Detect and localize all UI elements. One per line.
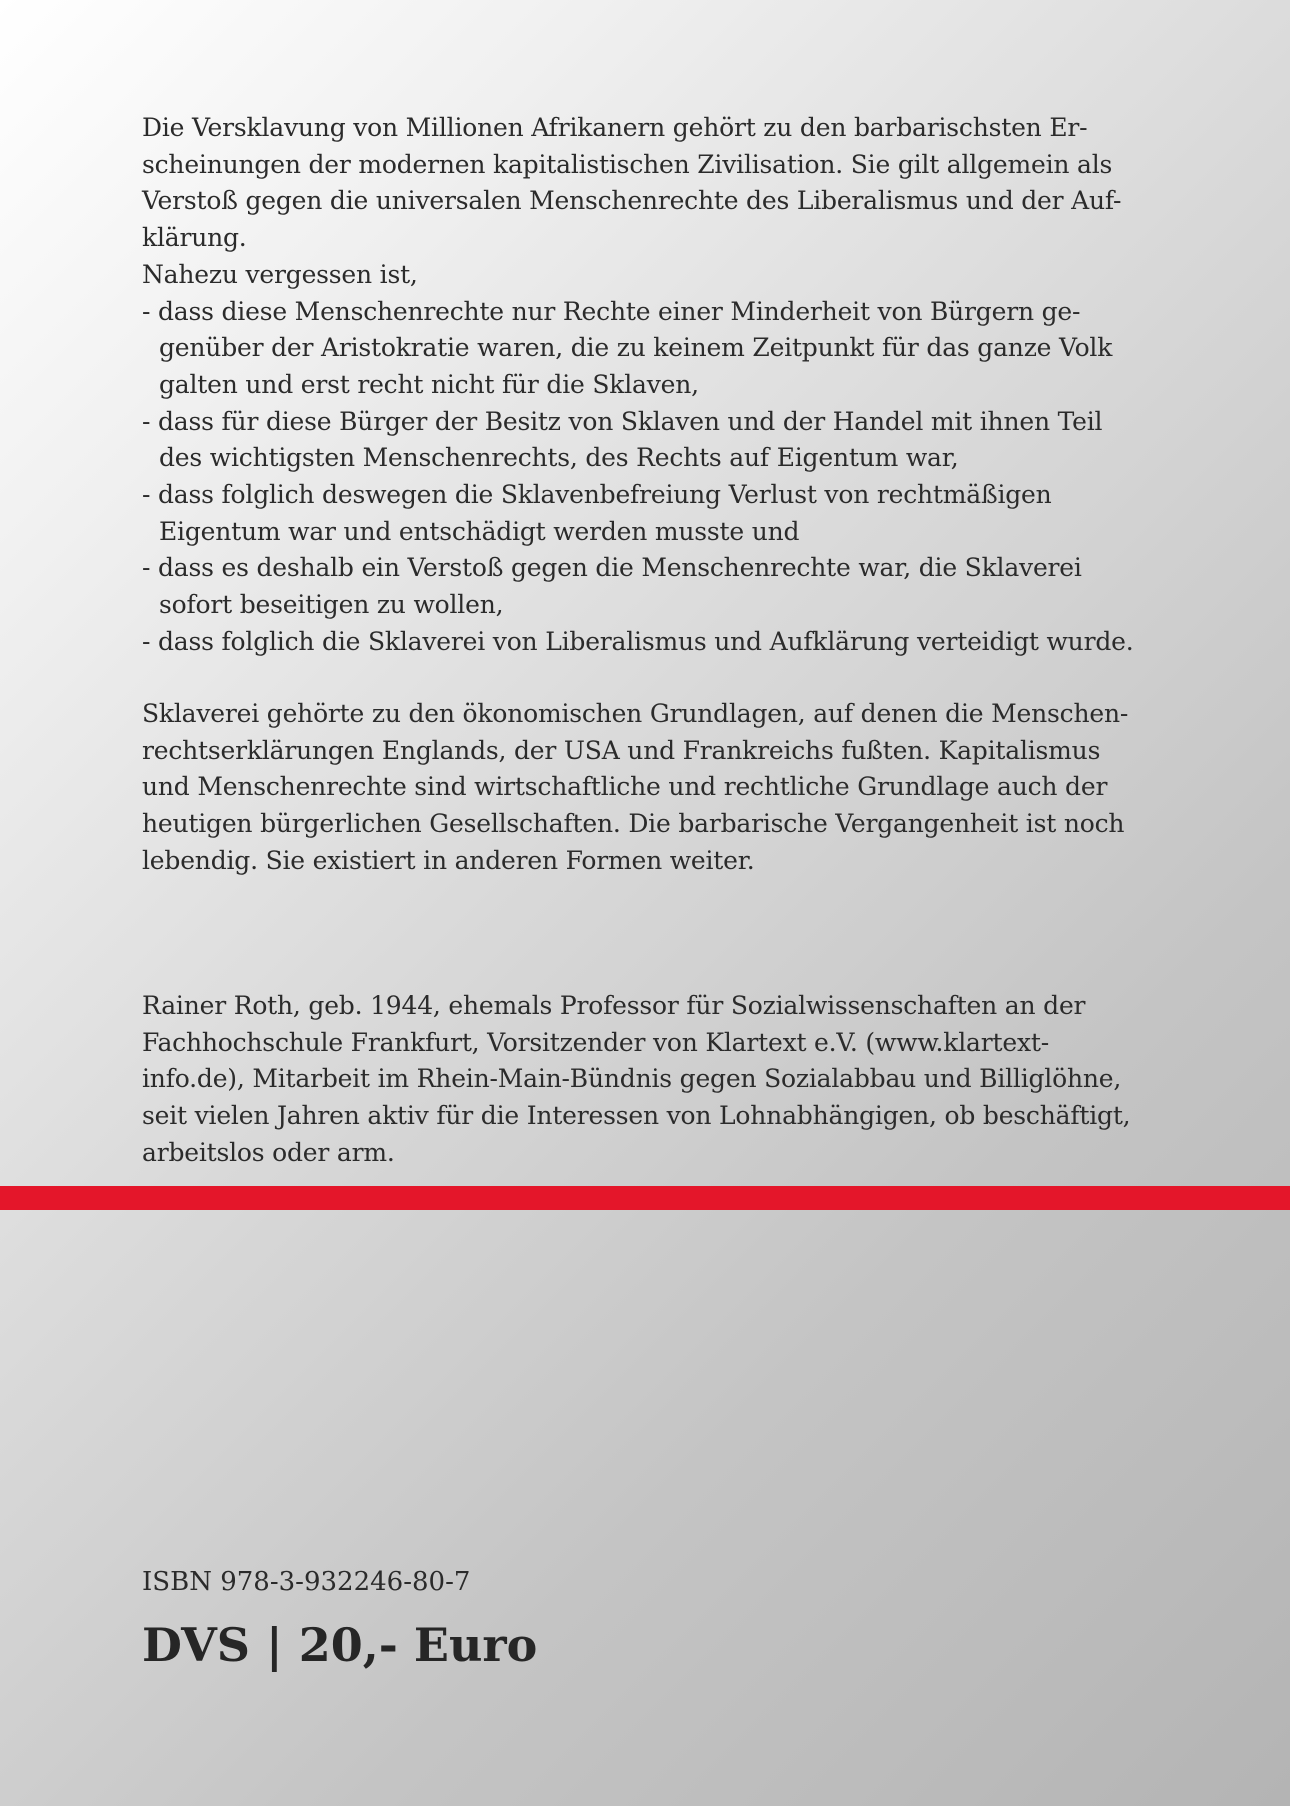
bullet-continuation: Eigentum war und entschädigt werden musste und — [159, 516, 800, 546]
bullet-line: - dass für diese Bürger der Besitz von Sklaven und der Handel mit ihnen Teil — [142, 406, 1103, 436]
publisher-price: DVS | 20,- Euro — [142, 1618, 538, 1672]
author-line: Rainer Roth, geb. 1944, ehemals Professor für Sozialwissenschaften an der — [142, 991, 1086, 1020]
foundations-line: heutigen bürgerlichen Gesellschaften. Die barbarische Vergangenheit ist noch — [142, 809, 1125, 839]
foundations-line: rechtserklärungen Englands, der USA und Frankreichs fußten. Kapitalismus — [142, 735, 1101, 765]
author-line: Fachhochschule Frankfurt, Vorsitzender von Klartext e.V. (www.klartext- — [142, 1027, 1049, 1057]
foundations-line: Sklaverei gehörte zu den ökonomischen Grundlagen, auf denen die Menschen- — [142, 699, 1129, 728]
bullet-line: - dass diese Menschenrechte nur Rechte einer Minderheit von Bürgern ge- — [142, 296, 1081, 326]
intro-line: scheinungen der modernen kapitalistischen Zivilisation. Sie gilt allgemein als — [142, 149, 1113, 179]
blurb-intro — [142, 110, 1182, 661]
intro-line: Nahezu vergessen ist, — [142, 259, 418, 289]
bullet-line: - dass folglich die Sklaverei von Liberalismus und Aufklärung verteidigt wurde. — [142, 626, 1134, 656]
bullet-continuation: des wichtigsten Menschenrechts, des Rechts auf Eigentum war, — [159, 443, 959, 473]
author-line: info.de), Mitarbeit im Rhein-Main-Bündnis gegen Sozialabbau und Billiglöhne, — [142, 1064, 1122, 1094]
foundations-line: lebendig. Sie existiert in anderen Formen weiter. — [142, 845, 755, 875]
blurb-foundations — [142, 696, 1182, 880]
bullet-continuation: sofort beseitigen zu wollen, — [159, 590, 504, 620]
author-bio — [142, 988, 1182, 1172]
bullet-line: - dass es deshalb ein Verstoß gegen die Menschenrechte war, die Sklaverei — [142, 553, 1082, 583]
bullet-line: - dass folglich deswegen die Sklavenbefreiung Verlust von rechtmäßigen — [142, 480, 1052, 510]
intro-line: Verstoß gegen die universalen Menschenrechte des Liberalismus und der Auf- — [142, 186, 1122, 216]
intro-line: klärung. — [142, 223, 247, 253]
red-divider-bar — [0, 1186, 1290, 1210]
bullet-continuation: galten und erst recht nicht für die Sklaven, — [159, 369, 699, 399]
foundations-line: und Menschenrechte sind wirtschaftliche und rechtliche Grundlage auch der — [142, 772, 1108, 802]
author-line: seit vielen Jahren aktiv für die Interessen von Lohnabhängigen, ob beschäftigt, — [142, 1101, 1131, 1131]
author-line: arbeitslos oder arm. — [142, 1137, 395, 1167]
bullet-continuation: genüber der Aristokratie waren, die zu keinem Zeitpunkt für das ganze Volk — [159, 333, 1113, 363]
intro-line: Die Versklavung von Millionen Afrikanern gehört zu den barbarischsten Er- — [142, 113, 1088, 142]
isbn-number: ISBN 978-3-932246-80-7 — [142, 1567, 471, 1597]
